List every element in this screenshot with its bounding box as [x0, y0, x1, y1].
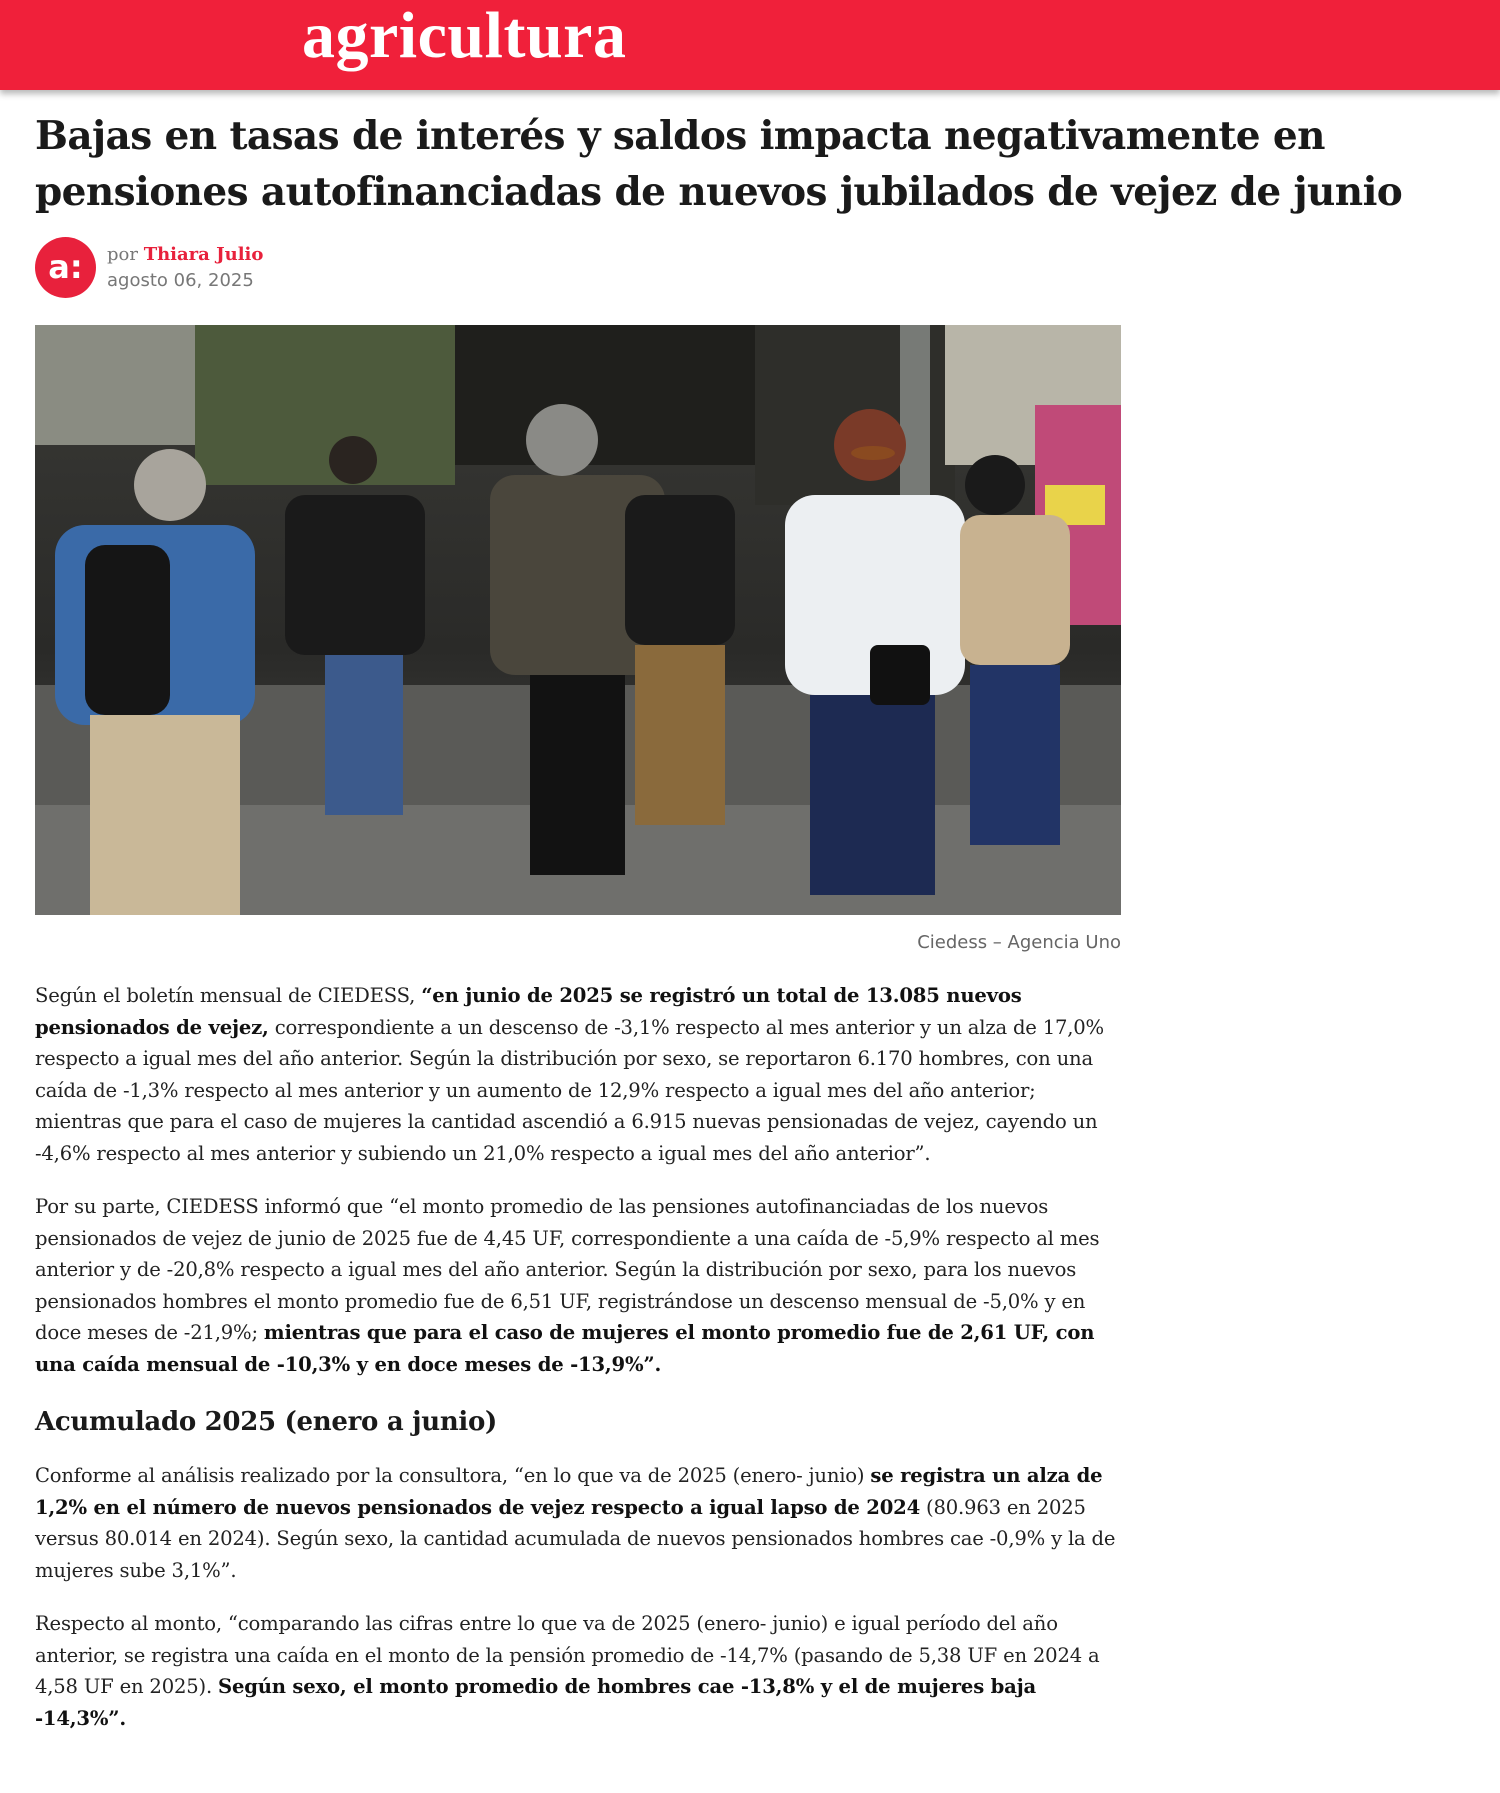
byline	[107, 242, 263, 268]
author-link[interactable]: Thiara Julio	[143, 244, 264, 265]
text-run: Conforme al análisis realizado por la consultora, “en lo que va de 2025 (enero- junio)	[35, 1464, 871, 1487]
article-body	[35, 980, 1125, 1756]
bold-text: “en junio de 2025 se registró un total de 13.085 nuevos pensionados de vejez,	[35, 984, 1022, 1039]
section-heading: Acumulado 2025 (enero a junio)	[35, 1407, 498, 1437]
site-header	[0, 0, 1500, 90]
text-run: Según el boletín mensual de CIEDESS,	[35, 984, 422, 1007]
publish-date: agosto 06, 2025	[107, 270, 254, 291]
text-run: Por su parte, CIEDESS informó que “el monto promedio de las pensiones autofinanciadas de los nuevos pensionados de vejez de junio de 2025 fue de 4,45 UF, correspondiente a una caída de -5,9% respecto al mes anterior y de -20,8% respecto a igual mes del año anterior. Según la distribución por sexo, para los nuevos pensionados hombres el monto promedio fue de 6,51 UF, registrándose un descenso mensual de -5,0% y en doce meses de -21,9%;	[35, 1195, 1100, 1344]
article-title: Bajas en tasas de interés y saldos impacta negativamente en pensiones autofinanciadas de nuevos jubilados de vejez de junio	[35, 113, 1403, 215]
article-photo	[35, 325, 1121, 915]
image-caption: Ciedess – Agencia Uno	[917, 932, 1121, 953]
bold-text: se registra un alza de 1,2% en el número de nuevos pensionados de vejez respecto a igual lapso de 2024	[35, 1464, 1103, 1519]
paragraph	[35, 980, 1125, 1169]
site-logo[interactable]: agricultura	[302, 0, 627, 72]
text-run: correspondiente a un descenso de -3,1% respecto al mes anterior y un alza de 17,0% respecto a igual mes del año anterior. Según la distribución por sexo, se reportaron 6.170 hombres, con una caída de -1,3% respecto al mes anterior y un aumento de 12,9% respecto a igual mes del año anterior; mientras que para el caso de mujeres la cantidad ascendió a 6.915 nuevas pensionadas de vejez, cayendo un -4,6% respecto al mes anterior y subiendo un 21,0% respecto a igual mes del año anterior”.	[35, 1015, 1104, 1165]
paragraph	[35, 1608, 1125, 1734]
byline-prefix: por	[107, 244, 138, 265]
paragraph	[35, 1191, 1125, 1380]
bold-text: Según sexo, el monto promedio de hombres cae -13,8% y el de mujeres baja -14,3%”.	[35, 1675, 1037, 1730]
text-run: (80.963 en 2025 versus 80.014 en 2024). Según sexo, la cantidad acumulada de nuevos pensionados hombres cae -0,9% y la de mujeres sube 3,1%”.	[35, 1495, 1116, 1582]
author-avatar[interactable]: a:	[35, 237, 96, 298]
bold-text: mientras que para el caso de mujeres el monto promedio fue de 2,61 UF, con una caída mensual de -10,3% y en doce meses de -13,9%”.	[35, 1321, 1095, 1376]
paragraph	[35, 1460, 1125, 1586]
text-run: Respecto al monto, “comparando las cifras entre lo que va de 2025 (enero- junio) e igual período del año anterior, se registra una caída en el monto de la pensión promedio de -14,7% (pasando de 5,38 UF en 2024 a 4,58 UF en 2025).	[35, 1612, 1100, 1698]
